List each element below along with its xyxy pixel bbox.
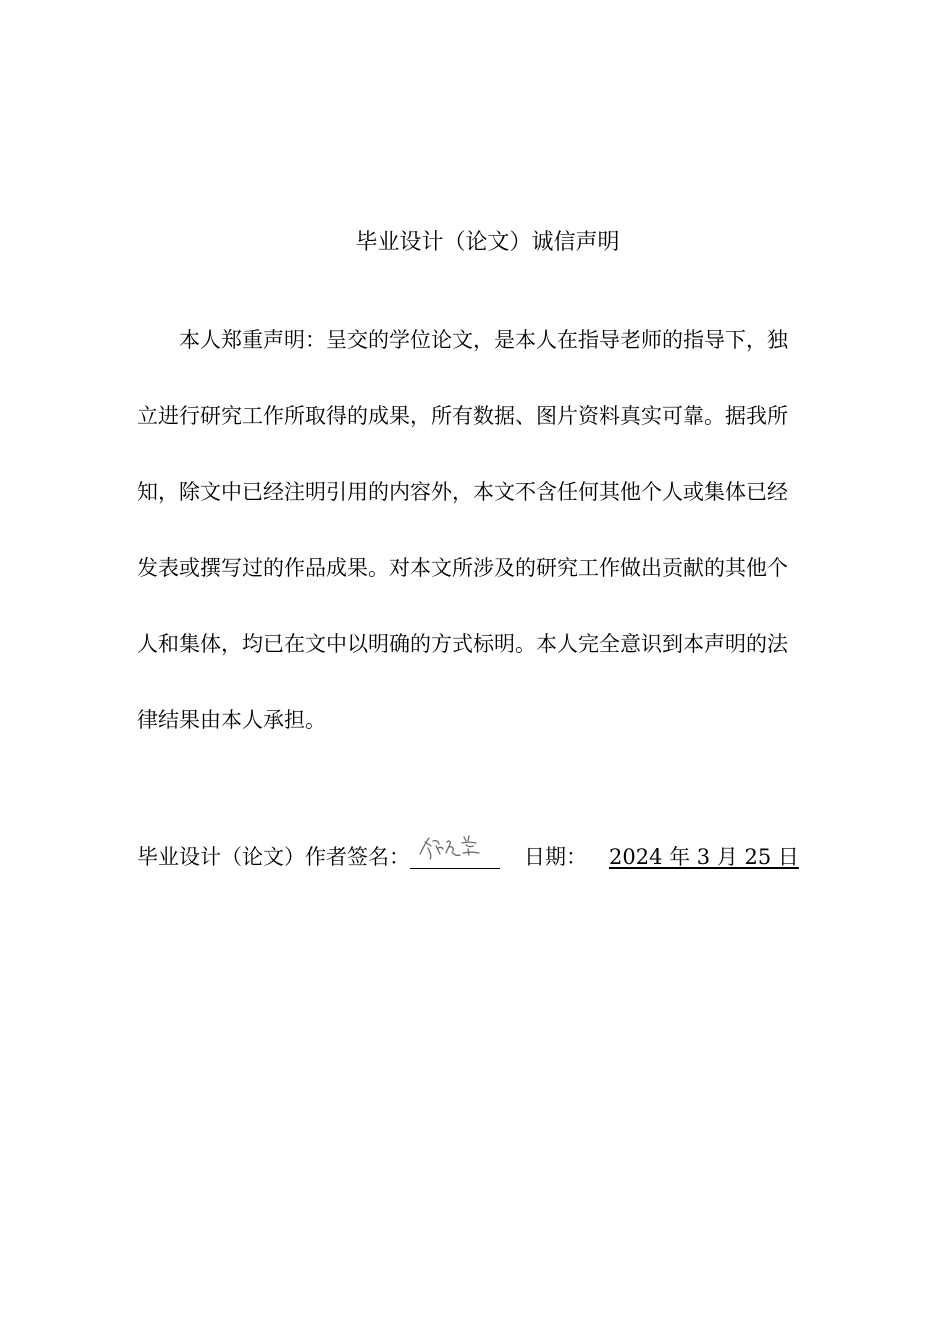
paragraph-line: 知，除文中已经注明引用的内容外，本文不含任何其他个人或集体已经 [137, 480, 788, 504]
declaration-paragraph [137, 302, 837, 758]
paragraph-line: 立进行研究工作所取得的成果，所有数据、图片资料真实可靠。据我所 [137, 404, 788, 428]
paragraph-line: 本人郑重声明：呈交的学位论文，是本人在指导老师的指导下，独 [179, 328, 788, 352]
paragraph-line: 人和集体，均已在文中以明确的方式标明。本人完全意识到本声明的法 [137, 632, 788, 656]
signature-label: 毕业设计（论文）作者签名： [137, 845, 410, 869]
paragraph-line: 发表或撰写过的作品成果。对本文所涉及的研究工作做出贡献的其他个 [137, 556, 788, 580]
document-title: 毕业设计（论文）诚信声明 [355, 230, 620, 255]
signature-field [410, 838, 500, 869]
date-label: 日期： [524, 845, 587, 869]
signature-row [137, 838, 799, 874]
paragraph-line: 律结果由本人承担。 [137, 708, 326, 732]
date-value: 2024 年 3 月 25 日 [609, 845, 799, 869]
handwritten-signature [416, 832, 486, 862]
